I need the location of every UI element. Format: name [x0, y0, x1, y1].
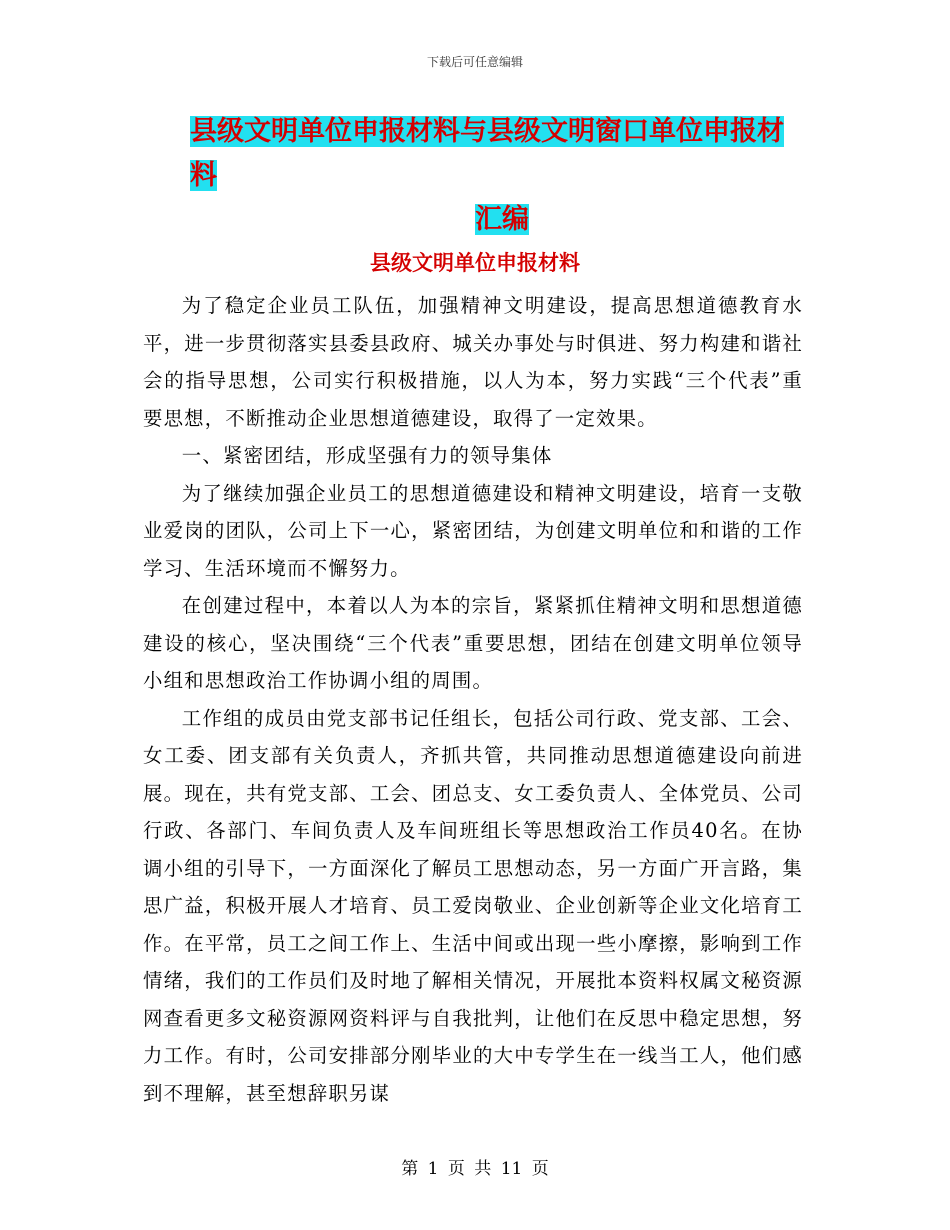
document-title — [190, 110, 810, 242]
paragraph: 为了稳定企业员工队伍，加强精神文明建设，提高思想道德教育水平，进一步贯彻落实县委县政府、城关办事处与时俱进、努力构建和谐社会的指导思想，公司实行积极措施，以人为本，努力实践“三个代表”重要思想，不断推动企业思想道德建设，取得了一定效果。 — [143, 294, 803, 430]
paragraph: 工作组的成员由党支部书记任组长，包括公司行政、党支部、工会、女工委、团支部有关负责人，齐抓共管，共同推动思想道德建设向前进展。现在，共有党支部、工会、团总支、女工委负责人、全体党员、公司行政、各部门、车间负责人及车间班组长等思想政治工作员40名。在协调小组的引导下，一方面深化了解员工思想动态，另一方面广开言路，集思广益，积极开展人才培育、员工爱岗敬业、企业创新等企业文化培育工作。在平常，员工之间工作上、生活中间或出现一些小摩擦，影响到工作情绪，我们的工作员们及时地了解相关情况，开展批本资料权属文秘资源网查看更多文秘资源网资料评与自我批判，让他们在反思中稳定思想，努力工作。有时，公司安排部分刚毕业的大中专学生在一线当工人，他们感到不理解，甚至想辞职另谋 — [143, 706, 803, 1105]
paragraph: 为了继续加强企业员工的思想道德建设和精神文明建设，培育一支敬业爱岗的团队，公司上下一心，紧密团结，为创建文明单位和和谐的工作学习、生活环境而不懈努力。 — [143, 481, 803, 580]
section-title: 县级文明单位申报材料 — [370, 251, 580, 275]
body-text — [143, 287, 803, 1112]
page-footer: 第 1 页 共 11 页 — [401, 1159, 549, 1179]
title-line-2: 汇编 — [475, 204, 529, 235]
header-note: 下载后可任意编辑 — [426, 55, 523, 69]
paragraph-heading: 一、紧密团结，形成坚强有力的领导集体 — [181, 444, 553, 467]
paragraph: 在创建过程中，本着以人为本的宗旨，紧紧抓住精神文明和思想道德建设的核心，坚决围绕“三个代表”重要思想，团结在创建文明单位领导小组和思想政治工作协调小组的周围。 — [143, 594, 803, 692]
title-line-1: 县级文明单位申报材料与县级文明窗口单位申报材料 — [190, 116, 784, 191]
